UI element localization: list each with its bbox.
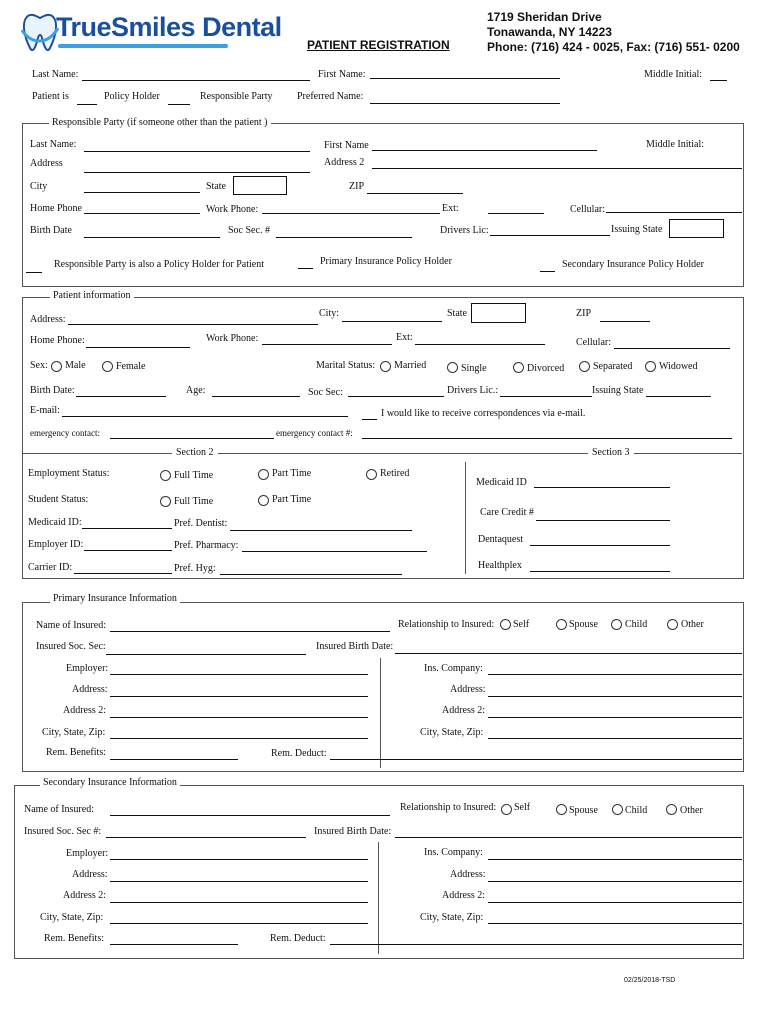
pri-address-field[interactable] [110, 696, 368, 697]
sec-address-field[interactable] [110, 881, 368, 882]
pri-address2-label: Address 2: [63, 705, 107, 716]
pi-sex-label: Sex: [30, 360, 48, 371]
student-fulltime-label: Full Time [174, 496, 214, 507]
pri-city-state-zip-field[interactable] [110, 738, 368, 739]
employment-fulltime-label: Full Time [174, 470, 214, 481]
pi-zip-label: ZIP [576, 308, 591, 319]
pi-single-label: Single [461, 363, 487, 374]
rp-ext-label: Ext: [442, 203, 459, 214]
employment-parttime-radio[interactable] [258, 469, 269, 480]
primary-insurance-title: Primary Insurance Information [50, 593, 180, 604]
employment-retired-radio[interactable] [366, 469, 377, 480]
pri-rem-benefits-label: Rem. Benefits: [46, 747, 106, 758]
s2-carrier-id-field[interactable] [74, 573, 172, 574]
section3-title: Section 3 [592, 447, 630, 458]
pri-self-radio[interactable] [500, 619, 511, 630]
pri-ins-address2-field[interactable] [488, 717, 742, 718]
first-name-label: First Name: [318, 69, 366, 80]
pref-hyg-field[interactable] [220, 574, 402, 575]
sec-employer-label: Employer: [66, 848, 109, 859]
responsible-party-checkbox[interactable] [168, 104, 190, 105]
policy-holder-label: Policy Holder [104, 91, 160, 102]
rp-also-policy-checkbox[interactable] [26, 272, 42, 273]
pi-married-radio[interactable] [380, 361, 391, 372]
rp-zip-label: ZIP [349, 181, 364, 192]
sec-relationship-label: Relationship to Insured: [400, 802, 497, 813]
last-name-field[interactable] [82, 80, 310, 81]
section2-rule-right [218, 453, 588, 454]
rp-home-phone-label: Home Phone [30, 203, 82, 214]
sec-insured-birth-label: Insured Birth Date: [314, 826, 392, 837]
pri-spouse-label: Spouse [569, 619, 598, 630]
pi-work-phone-field[interactable] [262, 344, 392, 345]
pi-issuing-state-label: Issuing State [592, 385, 644, 396]
pi-age-field[interactable] [212, 396, 300, 397]
pri-ins-company-field[interactable] [488, 674, 742, 675]
pi-single-radio[interactable] [447, 362, 458, 373]
rp-work-phone-field[interactable] [262, 213, 440, 214]
rp-zip-field[interactable] [367, 193, 463, 194]
pi-soc-sec-label: Soc Sec: [308, 387, 343, 398]
pi-emergency-contact-label: emergency contact: [30, 428, 101, 438]
pref-pharmacy-field[interactable] [242, 551, 427, 552]
pri-ins-address-field[interactable] [488, 696, 742, 697]
pri-child-label: Child [625, 619, 648, 630]
pri-name-label: Name of Insured: [36, 620, 106, 631]
middle-initial-label: Middle Initial: [644, 69, 703, 80]
rp-city-label: City [30, 181, 48, 192]
pi-sex-male-label: Male [65, 360, 86, 371]
rp-last-name-label: Last Name: [30, 139, 77, 150]
last-name-label: Last Name: [32, 69, 79, 80]
pri-employer-label: Employer: [66, 663, 109, 674]
student-parttime-label: Part Time [272, 494, 312, 505]
rp-drivers-lic-field[interactable] [490, 235, 610, 236]
pri-address-label: Address: [72, 684, 108, 695]
pi-ext-label: Ext: [396, 332, 413, 343]
employment-retired-label: Retired [380, 468, 410, 479]
pri-ins-address-label: Address: [450, 684, 486, 695]
pi-marital-label: Marital Status: [316, 360, 376, 371]
pri-column-divider [380, 658, 381, 768]
sec-address2-field[interactable] [110, 902, 368, 903]
sec-rem-benefits-label: Rem. Benefits: [44, 933, 104, 944]
pri-ins-company-label: Ins. Company: [424, 663, 483, 674]
pi-email-field[interactable] [62, 416, 348, 417]
clinic-address-line1: 1719 Sheridan Drive [487, 10, 602, 24]
sec-child-label: Child [625, 805, 648, 816]
sec-name-field[interactable] [110, 815, 390, 816]
pi-widowed-label: Widowed [659, 361, 698, 372]
sec-insured-soc-field[interactable] [106, 837, 306, 838]
pri-city-state-zip-label: City, State, Zip: [42, 727, 106, 738]
pri-other-label: Other [681, 619, 704, 630]
pri-insured-soc-label: Insured Soc. Sec: [36, 641, 106, 652]
pri-rem-deduct-label: Rem. Deduct: [271, 748, 327, 759]
sec-rem-deduct-field[interactable] [330, 944, 742, 945]
pi-emergency-contact-num-label: emergency contact #: [276, 428, 353, 438]
rp-issuing-state-label: Issuing State [611, 224, 663, 235]
pri-insured-soc-field[interactable] [106, 654, 306, 655]
responsible-section-title: Responsible Party (if someone other than the patient ) [49, 117, 271, 128]
pri-ins-city-state-zip-field[interactable] [488, 738, 742, 739]
pi-state-field[interactable] [471, 303, 526, 323]
pri-rem-benefits-field[interactable] [110, 759, 238, 760]
page-title: PATIENT REGISTRATION [307, 38, 450, 52]
sec-spouse-label: Spouse [569, 805, 598, 816]
pri-rem-deduct-field[interactable] [330, 759, 742, 760]
sec-insured-soc-label: Insured Soc. Sec #: [24, 826, 102, 837]
section2-title: Section 2 [176, 447, 214, 458]
pi-divorced-radio[interactable] [513, 362, 524, 373]
sec-address2-label: Address 2: [63, 890, 107, 901]
s3-healthplex-label: Healthplex [478, 560, 522, 571]
s2-employer-id-field[interactable] [84, 550, 172, 551]
pri-relationship-label: Relationship to Insured: [398, 619, 495, 630]
sec-name-label: Name of Insured: [24, 804, 94, 815]
sec-insured-birth-field[interactable] [395, 837, 742, 838]
pi-email-label: E-mail: [30, 405, 60, 416]
s3-dentaquest-label: Dentaquest [478, 534, 523, 545]
rp-soc-sec-label: Soc Sec. # [228, 225, 270, 236]
pi-work-phone-label: Work Phone: [206, 333, 259, 344]
clinic-address-line2: Tonawanda, NY 14223 [487, 25, 612, 39]
pi-cellular-label: Cellular: [576, 337, 611, 348]
pref-dentist-label: Pref. Dentist: [174, 518, 228, 529]
s3-healthplex-field[interactable] [530, 571, 670, 572]
patient-info-title: Patient information [50, 290, 134, 301]
pi-birth-date-field[interactable] [76, 396, 166, 397]
sec-ins-address2-label: Address 2: [442, 890, 486, 901]
pi-email-pref-label: I would like to receive correspondences via e-mail. [381, 408, 586, 419]
rp-birth-date-label: Birth Date [30, 225, 72, 236]
pi-age-label: Age: [186, 385, 206, 396]
pri-self-label: Self [513, 619, 530, 630]
sec-rem-deduct-label: Rem. Deduct: [270, 933, 326, 944]
pi-drivers-lic-field[interactable] [500, 396, 592, 397]
pi-emergency-contact-num-field[interactable] [362, 438, 732, 439]
clinic-phone: Phone: (716) 424 - 0025, Fax: (716) 551- 0200 [487, 40, 740, 54]
student-status-label: Student Status: [28, 494, 89, 505]
tooth-logo-icon [20, 10, 60, 54]
section3-rule-right [634, 453, 742, 454]
pi-cellular-field[interactable] [614, 348, 730, 349]
pi-home-phone-label: Home Phone: [30, 335, 85, 346]
rp-state-label: State [206, 181, 226, 192]
pi-address-label: Address: [30, 314, 66, 325]
pi-divorced-label: Divorced [527, 363, 565, 374]
pi-sex-female-label: Female [116, 361, 146, 372]
sec-rem-benefits-field[interactable] [110, 944, 238, 945]
rp-secondary-policy-label: Secondary Insurance Policy Holder [562, 259, 704, 270]
sec-self-label: Self [514, 802, 531, 813]
sec-spouse-radio[interactable] [556, 804, 567, 815]
pi-city-label: City: [319, 308, 340, 319]
pri-insured-birth-label: Insured Birth Date: [316, 641, 394, 652]
s3-medicaid-id-label: Medicaid ID [476, 477, 527, 488]
responsible-party-label: Responsible Party [200, 91, 273, 102]
rp-state-field[interactable] [233, 176, 287, 195]
s2-carrier-id-label: Carrier ID: [28, 562, 73, 573]
pi-zip-field[interactable] [600, 321, 650, 322]
sec-ins-city-state-zip-label: City, State, Zip: [420, 912, 484, 923]
pri-insured-birth-field[interactable] [395, 653, 742, 654]
pri-employer-field[interactable] [110, 674, 368, 675]
rp-drivers-lic-label: Drivers Lic: [440, 225, 489, 236]
sec-self-radio[interactable] [501, 804, 512, 815]
pi-married-label: Married [394, 360, 427, 371]
rp-issuing-state-field[interactable] [669, 219, 724, 238]
rp-secondary-policy-checkbox[interactable] [540, 271, 555, 272]
pi-widowed-radio[interactable] [645, 361, 656, 372]
pri-address2-field[interactable] [110, 717, 368, 718]
rp-address2-label: Address 2 [324, 157, 365, 168]
rp-home-phone-field[interactable] [84, 213, 200, 214]
sec-ins-address-label: Address: [450, 869, 486, 880]
pi-state-label: State [447, 308, 467, 319]
student-parttime-radio[interactable] [258, 495, 269, 506]
pref-hyg-label: Pref. Hyg: [174, 563, 216, 574]
sec-ins-address-field[interactable] [488, 881, 742, 882]
pi-address-field[interactable] [68, 324, 318, 325]
pi-issuing-state-field[interactable] [646, 396, 711, 397]
s3-dentaquest-field[interactable] [530, 545, 670, 546]
rp-address-field[interactable] [84, 172, 310, 173]
pi-birth-date-label: Birth Date: [30, 385, 75, 396]
sec-ins-company-field[interactable] [488, 859, 742, 860]
employment-fulltime-radio[interactable] [160, 470, 171, 481]
logo-text: TrueSmiles Dental [56, 12, 282, 42]
s3-care-credit-label: Care Credit # [480, 507, 534, 518]
pref-pharmacy-label: Pref. Pharmacy: [174, 540, 239, 551]
s2-employer-id-label: Employer ID: [28, 539, 84, 550]
pi-drivers-lic-label: Drivers Lic.: [447, 385, 499, 396]
rp-primary-policy-checkbox[interactable] [298, 268, 313, 269]
rp-soc-sec-field[interactable] [276, 237, 412, 238]
s2-medicaid-id-field[interactable] [82, 528, 172, 529]
s3-medicaid-id-field[interactable] [534, 487, 670, 488]
rp-address-label: Address [30, 158, 63, 169]
rp-city-field[interactable] [84, 192, 200, 193]
rp-work-phone-label: Work Phone: [206, 204, 259, 215]
rp-first-name-label: First Name [324, 140, 369, 151]
sec-other-radio[interactable] [666, 804, 677, 815]
pi-separated-radio[interactable] [579, 361, 590, 372]
pi-home-phone-field[interactable] [86, 347, 190, 348]
sec-address-label: Address: [72, 869, 108, 880]
rp-middle-initial-label: Middle Initial: [646, 139, 705, 150]
sec-city-state-zip-label: City, State, Zip: [40, 912, 104, 923]
sec-city-state-zip-field[interactable] [110, 923, 368, 924]
rp-cellular-field[interactable] [606, 212, 742, 213]
sec-employer-field[interactable] [110, 859, 368, 860]
secondary-insurance-title: Secondary Insurance Information [40, 777, 180, 788]
employment-parttime-label: Part Time [272, 468, 312, 479]
sec-other-label: Other [680, 805, 703, 816]
employment-status-label: Employment Status: [28, 468, 110, 479]
preferred-name-field[interactable] [370, 103, 560, 104]
form-code: 02/25/2018-TSD [624, 977, 676, 984]
sec-child-radio[interactable] [612, 804, 623, 815]
pri-spouse-radio[interactable] [556, 619, 567, 630]
sec-ins-company-label: Ins. Company: [424, 847, 483, 858]
preferred-name-label: Preferred Name: [297, 91, 364, 102]
rp-address2-field[interactable] [372, 168, 742, 169]
logo-swoosh [58, 44, 228, 48]
s3-care-credit-field[interactable] [536, 520, 670, 521]
pri-name-field[interactable] [110, 631, 390, 632]
rp-also-policy-label: Responsible Party is also a Policy Holder for Patient [54, 259, 264, 270]
rp-birth-date-field[interactable] [84, 237, 220, 238]
pri-child-radio[interactable] [611, 619, 622, 630]
section-divider [465, 462, 466, 574]
rp-first-name-field[interactable] [372, 150, 597, 151]
pref-dentist-field[interactable] [230, 530, 412, 531]
rp-cellular-label: Cellular: [570, 204, 605, 215]
pri-ins-address2-label: Address 2: [442, 705, 486, 716]
pi-soc-sec-field[interactable] [348, 396, 444, 397]
first-name-field[interactable] [370, 78, 560, 79]
pri-other-radio[interactable] [667, 619, 678, 630]
rp-primary-policy-label: Primary Insurance Policy Holder [320, 256, 452, 267]
pi-sex-male-radio[interactable] [51, 361, 62, 372]
section2-rule-left [22, 453, 172, 454]
middle-initial-field[interactable] [710, 80, 727, 81]
s2-medicaid-id-label: Medicaid ID: [28, 517, 82, 528]
sec-ins-city-state-zip-field[interactable] [488, 923, 742, 924]
pi-ext-field[interactable] [415, 344, 545, 345]
pi-separated-label: Separated [593, 361, 633, 372]
sec-column-divider [378, 842, 379, 954]
pi-sex-female-radio[interactable] [102, 361, 113, 372]
sec-ins-address2-field[interactable] [488, 902, 742, 903]
pri-ins-city-state-zip-label: City, State, Zip: [420, 727, 484, 738]
patient-is-label: Patient is [32, 91, 69, 102]
student-fulltime-radio[interactable] [160, 496, 171, 507]
pi-emergency-contact-field[interactable] [110, 438, 274, 439]
pi-city-field[interactable] [342, 321, 442, 322]
rp-ext-field[interactable] [488, 213, 544, 214]
rp-last-name-field[interactable] [84, 151, 310, 152]
pi-email-pref-checkbox[interactable] [362, 419, 377, 420]
policy-holder-checkbox[interactable] [77, 104, 97, 105]
